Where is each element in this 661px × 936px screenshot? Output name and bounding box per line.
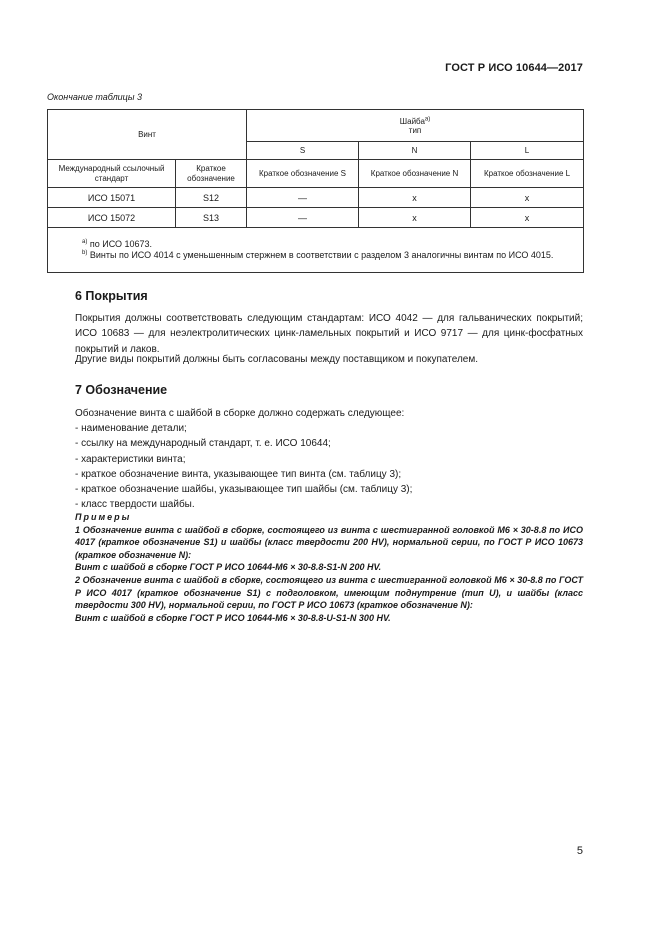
example-1-code: Винт с шайбой в сборке ГОСТ Р ИСО 10644-М6 × 30-8.8-S1-N 200 HV. (75, 562, 382, 573)
list-item: - ссылку на международный стандарт, т. е. ИСО 10644; (75, 438, 331, 450)
cell-l: x (471, 188, 584, 208)
list-item: - характеристики винта; (75, 453, 186, 465)
examples-block (75, 511, 583, 624)
col-short-l: Краткое обозначение L (471, 160, 584, 188)
cell-s: — (247, 188, 359, 208)
table-notes (48, 228, 584, 273)
list-item: - краткое обозначение винта, указывающее тип винта (см. таблицу 3); (75, 468, 402, 480)
cell-code: S13 (176, 208, 247, 228)
cell-n: x (359, 188, 471, 208)
washer-label: Шайба (399, 116, 425, 126)
document-code: ГОСТ Р ИСО 10644—2017 (445, 62, 583, 74)
section-6-title: 6 Покрытия (75, 289, 148, 303)
section-6-paragraph-1: Покрытия должны соответствовать следующим стандартам: ИСО 4042 — для гальванических покрытий; ИСО 10683 — для неэлектролитических цинк-ламельных покрытий и ИСО 9717 — для цинк-фосфатных покрытий и лаков. (75, 313, 583, 355)
cell-std: ИСО 15072 (48, 208, 176, 228)
page-number: 5 (576, 845, 583, 857)
footnote-a (51, 239, 580, 250)
example-2-code: Винт с шайбой в сборке ГОСТ Р ИСО 10644-М6 × 30-8.8-U-S1-N 300 HV. (75, 612, 391, 623)
section-7-title: 7 Обозначение (75, 383, 168, 397)
cell-n: x (359, 208, 471, 228)
type-label: тип (408, 125, 422, 135)
footnote-mark: b) (82, 250, 88, 256)
table-row (48, 208, 584, 228)
list-item: - краткое обозначение шайбы, указывающее тип шайбы (см. таблицу 3); (75, 484, 413, 496)
table-row (48, 188, 584, 208)
cell-s: — (247, 208, 359, 228)
washer-footnote-mark: a) (424, 115, 431, 122)
type-n: N (359, 142, 471, 160)
col-short-n: Краткое обозначение N (359, 160, 471, 188)
list-item: - наименование детали; (75, 423, 187, 434)
type-l: L (471, 142, 584, 160)
cell-l: x (471, 208, 584, 228)
table-caption: Окончание таблицы 3 (47, 92, 142, 102)
footnote-text: по ИСО 10673. (89, 239, 153, 249)
cell-std: ИСО 15071 (48, 188, 176, 208)
example-1: 1 Обозначение винта с шайбой в сборке, состоящего из винта с шестигранной головкой М6 × 30-8.8 по ИСО 4017 (краткое обозначение S1) и шайбы (класс твердости 200 HV), нормальной серии, по ГОСТ Р ИСО 10673 (краткое обозначение N): (75, 524, 583, 560)
col-intl-std: Международный ссылочный стандарт (48, 160, 176, 188)
section-7-intro: Обозначение винта с шайбой в сборке должно содержать следующее: (75, 408, 405, 419)
footnote-mark: a) (82, 239, 88, 245)
example-2: 2 Обозначение винта с шайбой в сборке, состоящего из винта с шестигранной головкой М6 × 30-8.8 по ГОСТ Р ИСО 4017 (краткое обозначение S1) с подголовком, имеющим поднутрение (тип U), и шайбы (класс твердости 300 HV), нормальной серии, по ГОСТ Р ИСО 10673 (краткое обозначение N): (75, 574, 583, 611)
type-s: S (247, 142, 359, 160)
examples-title: Примеры (75, 512, 132, 522)
col-short: Краткое обозначение (176, 160, 247, 188)
table-3-end (47, 109, 584, 273)
section-6-paragraph-2: Другие виды покрытий должны быть согласованы между поставщиком и покупателем. (75, 354, 479, 365)
cell-code: S12 (176, 188, 247, 208)
designation-list (75, 421, 412, 513)
header-washer (247, 110, 584, 142)
footnote-b (51, 250, 580, 261)
header-vint: Винт (48, 110, 247, 160)
footnote-text: Винты по ИСО 4014 с уменьшенным стержнем в соответствии с разделом 3 аналогичны винтам по ИСО 4015. (89, 250, 554, 260)
col-short-s: Краткое обозначение S (247, 160, 359, 188)
list-item: - класс твердости шайбы. (75, 499, 195, 511)
